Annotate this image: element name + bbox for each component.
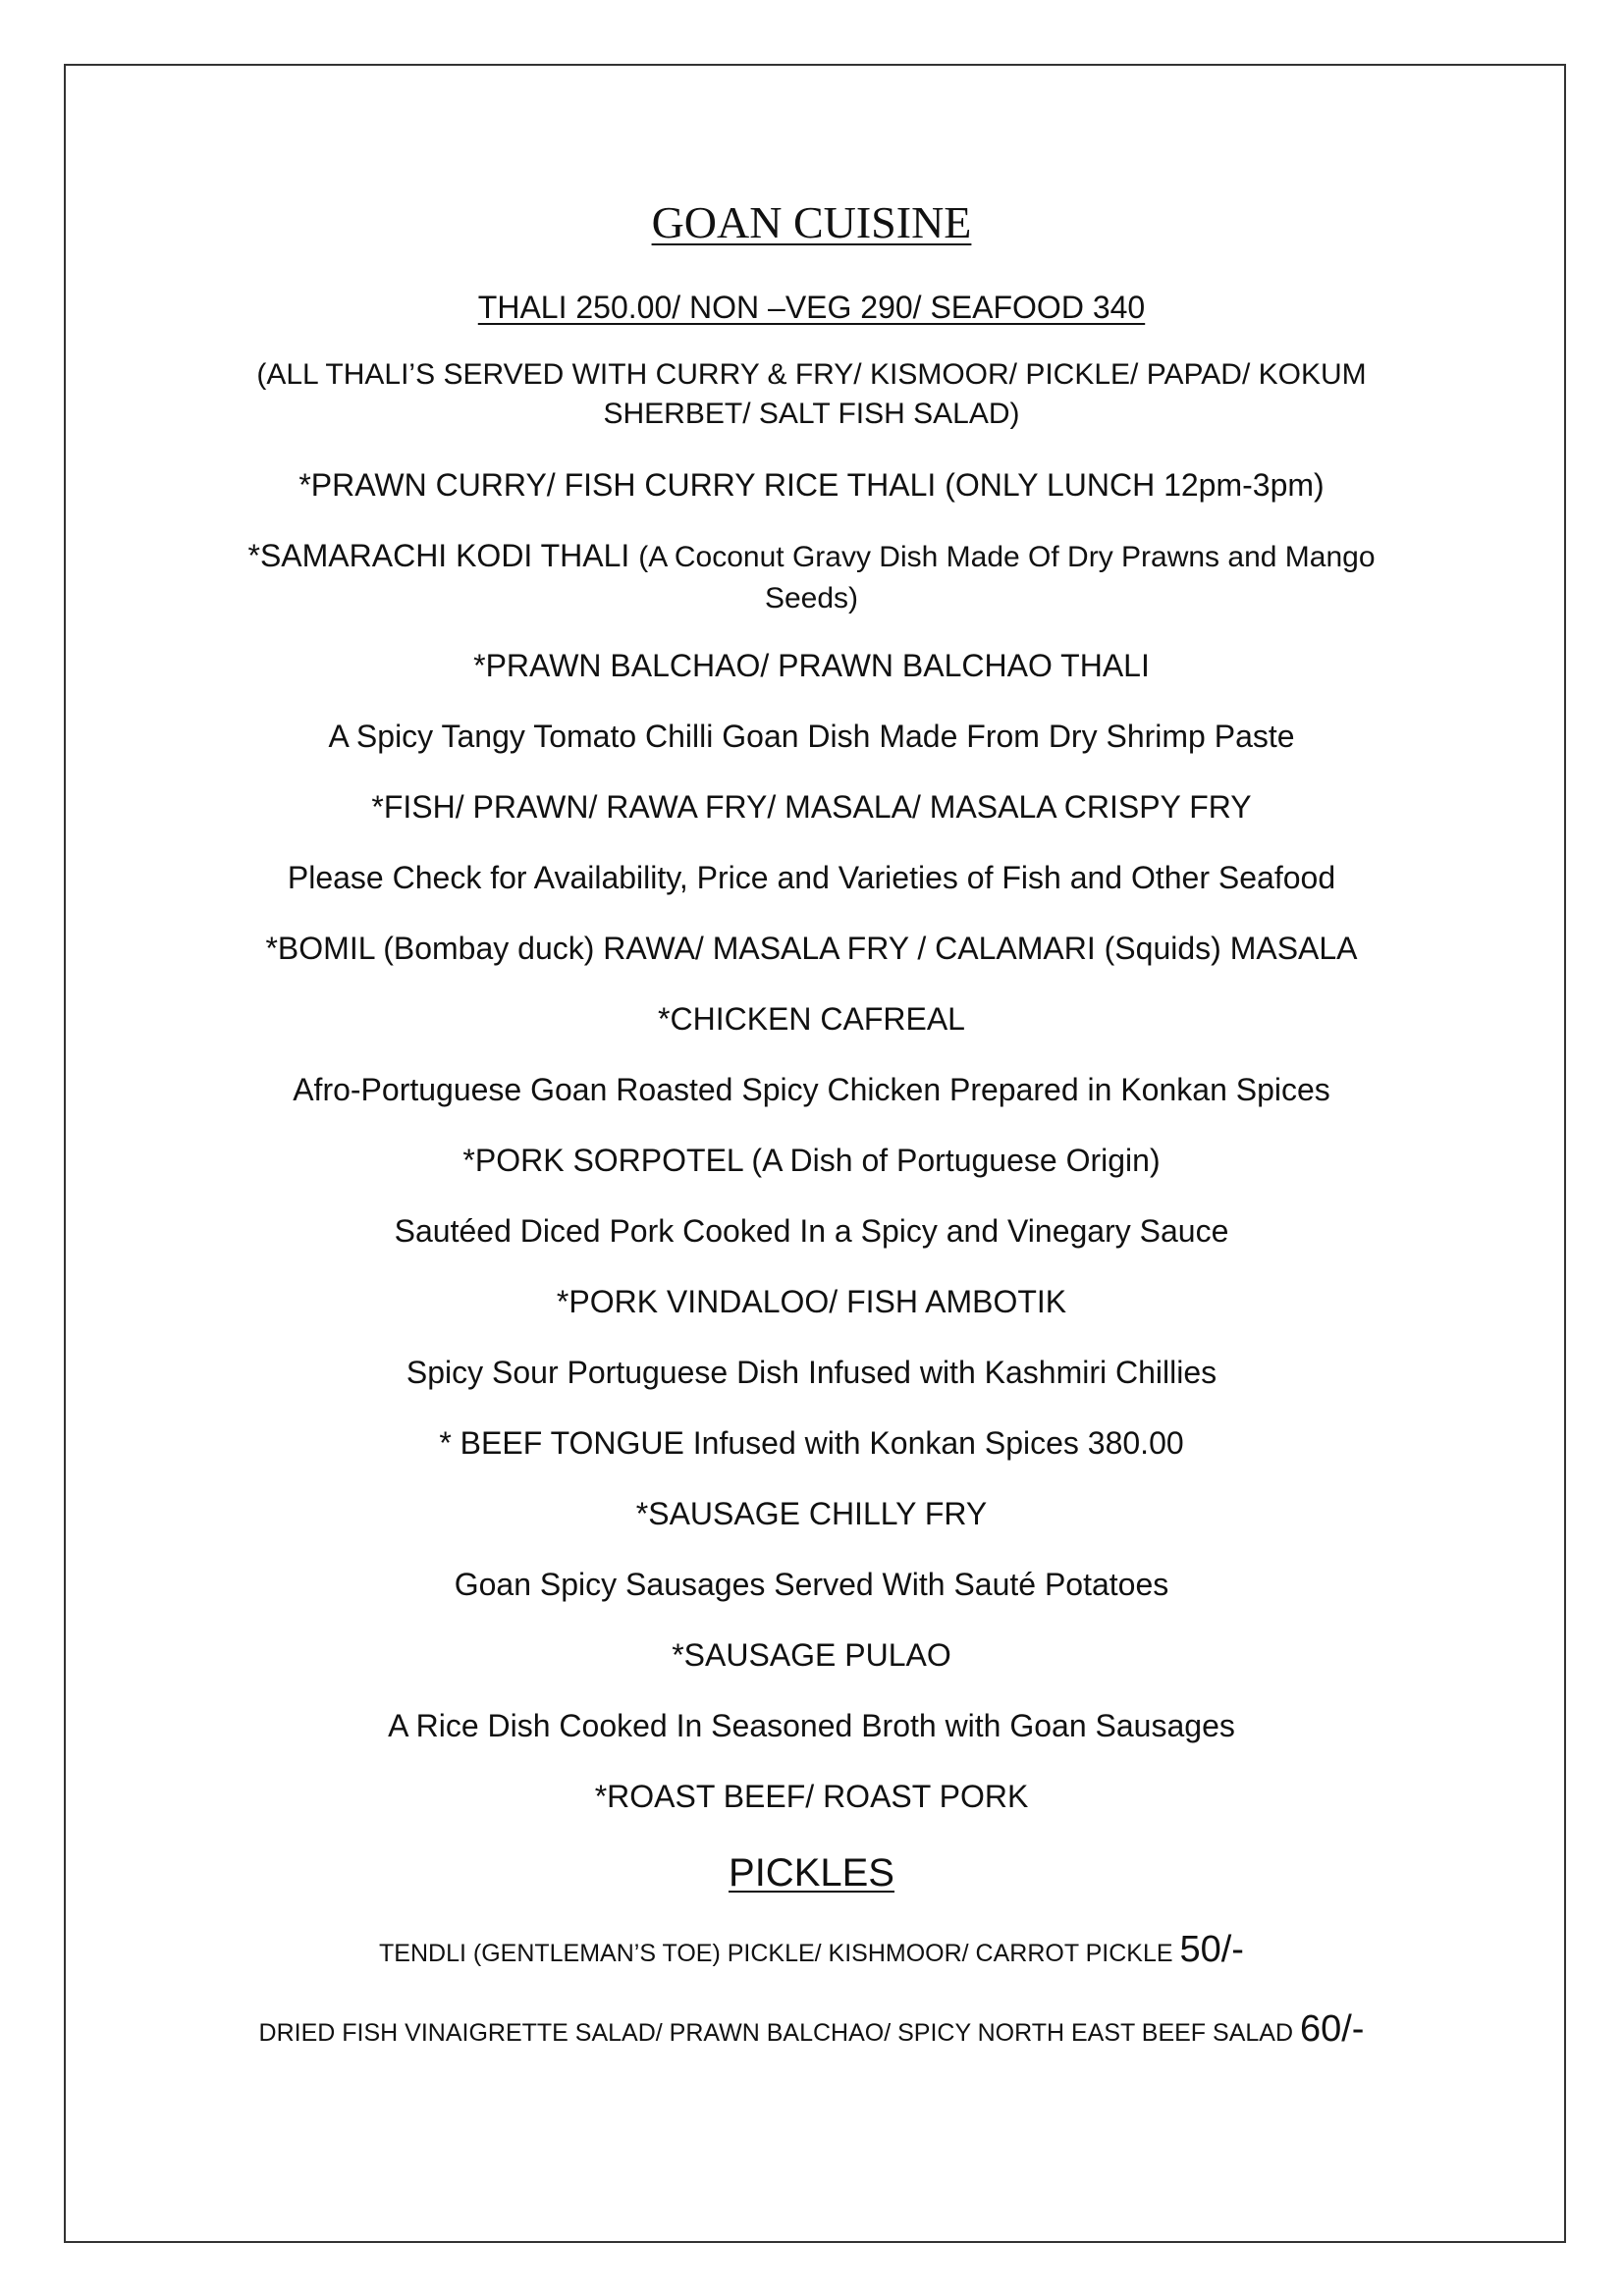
pickles-line-1-text: TENDLI (GENTLEMAN’S TOE) PICKLE/ KISHMOOR/ CARROT PICKLE [379,1940,1173,1967]
menu-item-sausage-fry: *SAUSAGE CHILLY FRY [635,1496,988,1531]
menu-item-sausage-fry-desc: Goan Spicy Sausages Served With Sauté Potatoes [454,1567,1169,1602]
samarachi-desc: (A Coconut Gravy Dish Made Of Dry Prawns and Mango Seeds) [638,541,1376,614]
menu-item-roast: *ROAST BEEF/ ROAST PORK [594,1779,1029,1814]
menu-item-sorpotel: *PORK SORPOTEL (A Dish of Portuguese Origin) [462,1143,1161,1178]
menu-item-sausage-pulao: *SAUSAGE PULAO [672,1637,951,1673]
page-title: GOAN CUISINE [651,197,972,247]
menu-item-samarachi [0,536,1623,618]
menu-item-beef-tongue: * BEEF TONGUE Infused with Konkan Spices 380.00 [439,1425,1184,1461]
menu-item-bomil: *BOMIL (Bombay duck) RAWA/ MASALA FRY / CALAMARI (Squids) MASALA [265,931,1358,966]
menu-item-fish-fry: *FISH/ PRAWN/ RAWA FRY/ MASALA/ MASALA CRISPY FRY [371,789,1252,825]
menu-item-sorpotel-desc: Sautéed Diced Pork Cooked In a Spicy and Vinegary Sauce [394,1213,1229,1249]
menu-item-sausage-pulao-desc: A Rice Dish Cooked In Seasoned Broth with Goan Sausages [388,1708,1235,1743]
thali-note [0,355,1623,434]
pickles-heading: PICKLES [729,1851,894,1895]
menu-item-balchao-desc: A Spicy Tangy Tomato Chilli Goan Dish Made From Dry Shrimp Paste [328,719,1295,754]
pickles-line-1-price: 50/- [1179,1929,1244,1970]
menu-item-balchao: *PRAWN BALCHAO/ PRAWN BALCHAO THALI [473,648,1150,683]
menu-item-cafreal-desc: Afro-Portuguese Goan Roasted Spicy Chicken Prepared in Konkan Spices [293,1072,1330,1107]
menu-item-fish-note: Please Check for Availability, Price and Varieties of Fish and Other Seafood [287,860,1336,895]
pickles-line-2-price: 60/- [1299,2008,1365,2050]
menu-item-cafreal: *CHICKEN CAFREAL [658,1001,965,1037]
menu-item-prawn-curry: *PRAWN CURRY/ FISH CURRY RICE THALI (ONLY LUNCH 12pm-3pm) [298,467,1325,503]
menu-item-vindaloo-desc: Spicy Sour Portuguese Dish Infused with Kashmiri Chillies [406,1355,1217,1390]
samarachi-name: *SAMARACHI KODI THALI [247,538,630,573]
thali-prices: THALI 250.00/ NON –VEG 290/ SEAFOOD 340 [477,290,1146,325]
menu-item-vindaloo: *PORK VINDALOO/ FISH AMBOTIK [556,1284,1067,1319]
pickles-line-2-text: DRIED FISH VINAIGRETTE SALAD/ PRAWN BALCHAO/ SPICY NORTH EAST BEEF SALAD [258,2019,1294,2047]
samarachi-wrap [223,536,1401,618]
pickles-line-1 [0,1930,1623,1973]
thali-note-text: (ALL THALI’S SERVED WITH CURRY & FRY/ KISMOOR/ PICKLE/ PAPAD/ KOKUM SHERBET/ SALT FISH SALAD) [256,358,1367,430]
pickles-line-2 [0,2009,1623,2053]
